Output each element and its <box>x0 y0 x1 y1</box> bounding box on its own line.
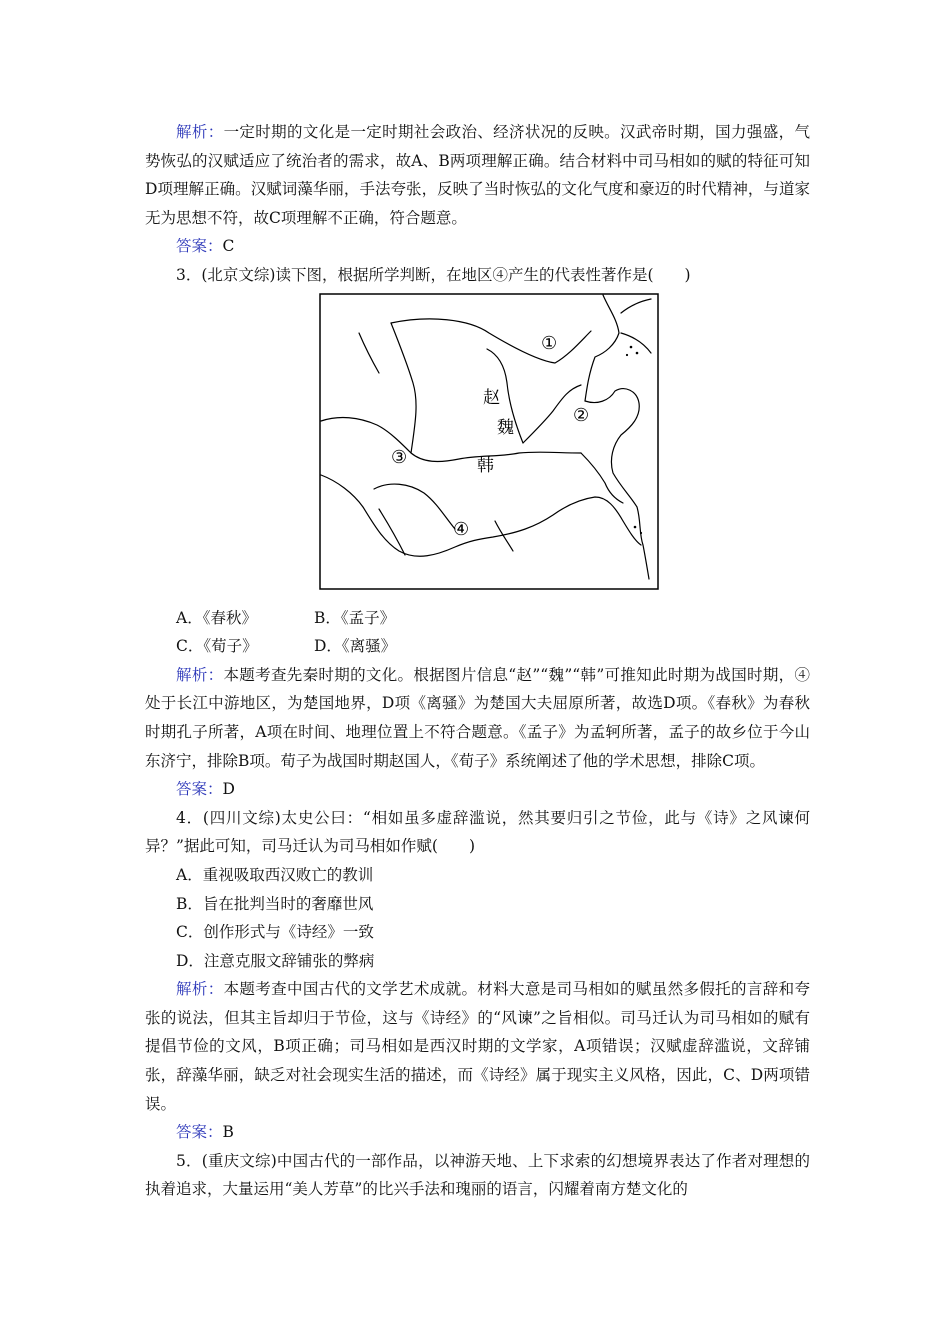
q3-options-row-1 <box>145 604 810 633</box>
q3-option-b: B．《孟子》 <box>314 608 396 627</box>
label-wei: 魏 <box>497 417 514 438</box>
analysis-text: 本题考查中国古代的文学艺术成就。材料大意是司马相如的赋虽然多假托的言辞和夸张的说法，但其主旨却归于节俭，这与《诗经》的“风谏”之旨相似。司马迁认为司马相如的赋有提倡节俭的文风，B项正确；司马相如是西汉时期的文学家，A项错误；汉赋虚辞滥说，文辞铺张，辞藻华丽，缺乏对社会现实生活的描述，而《诗经》属于现实主义风格，因此，C、D两项错误。 <box>145 980 810 1113</box>
q5-stem: 5．(重庆文综)中国古代的一部作品，以神游天地、上下求索的幻想境界表达了作者对理想的执着追求，大量运用“美人芳草”的比兴手法和瑰丽的语言，闪耀着南方楚文化的 <box>145 1151 810 1199</box>
q3-analysis <box>145 661 810 775</box>
q3-option-a: A．《春秋》 <box>176 608 257 627</box>
answer-value: B <box>222 1123 234 1142</box>
marker-3: ③ <box>391 446 408 468</box>
analysis-text: 本题考查先秦时期的文化。根据图片信息“赵”“魏”“韩”可推知此时期为战国时期，④处于长江中游地区，为楚国地界，D项《离骚》为楚国大夫屈原所著，故选D项。《春秋》为春秋时期孔子所著，A项在时间、地理位置上不符合题意。《孟子》为孟轲所著，孟子的故乡位于今山东济宁，排除B项。荀子为战国时期赵国人，《荀子》系统阐述了他的学术思想，排除C项。 <box>145 665 810 770</box>
answer-label: 答案： <box>176 780 223 799</box>
document-page <box>145 118 810 1204</box>
q4-answer <box>145 1118 810 1147</box>
marker-4: ④ <box>453 518 470 540</box>
answer-label: 答案： <box>176 237 223 256</box>
q2-analysis <box>145 118 810 232</box>
q4-option-b: B．旨在批判当时的奢靡世风 <box>176 894 374 913</box>
q4-option-d: D．注意克服文辞铺张的弊病 <box>176 951 375 970</box>
q3-answer <box>145 775 810 804</box>
q4-option-a: A．重视吸取西汉败亡的教训 <box>176 865 374 884</box>
q4-stem: 4．(四川文综)太史公曰：“相如虽多虚辞滥说，然其要归引之节俭，此与《诗》之风谏何异？”据此可知，司马迁认为司马相如作赋( ) <box>145 808 810 856</box>
analysis-text: 一定时期的文化是一定时期社会政治、经济状况的反映。汉武帝时期，国力强盛，气势恢弘的汉赋适应了统治者的需求，故A、B两项理解正确。结合材料中司马相如的赋的特征可知D项理解正确。汉赋词藻华丽，手法夸张，反映了当时恢弘的文化气度和豪迈的时代精神，与道家无为思想不符，故C项理解不正确，符合题意。 <box>145 123 810 227</box>
label-han: 韩 <box>477 455 494 476</box>
marker-1: ① <box>541 332 558 354</box>
analysis-label: 解析： <box>176 980 224 999</box>
q4-analysis <box>145 975 810 1118</box>
answer-value: C <box>222 237 235 256</box>
q2-answer <box>145 232 810 261</box>
q3-stem: 3．(北京文综)读下图，根据所学判断，在地区④产生的代表性著作是( ) <box>176 265 691 284</box>
answer-label: 答案： <box>176 1123 223 1142</box>
analysis-label: 解析： <box>176 665 224 684</box>
map-figure <box>145 293 810 595</box>
map-frame <box>320 294 658 589</box>
answer-value: D <box>222 780 235 799</box>
q3-option-c: C．《荀子》 <box>176 637 258 656</box>
q3-options-row-2 <box>145 632 810 661</box>
marker-2: ② <box>573 404 590 426</box>
label-zhao: 赵 <box>483 387 500 408</box>
q3-option-d: D．《离骚》 <box>314 637 397 656</box>
analysis-label: 解析： <box>176 123 224 141</box>
warring-states-map <box>319 293 659 590</box>
q4-option-c: C．创作形式与《诗经》一致 <box>176 923 374 942</box>
